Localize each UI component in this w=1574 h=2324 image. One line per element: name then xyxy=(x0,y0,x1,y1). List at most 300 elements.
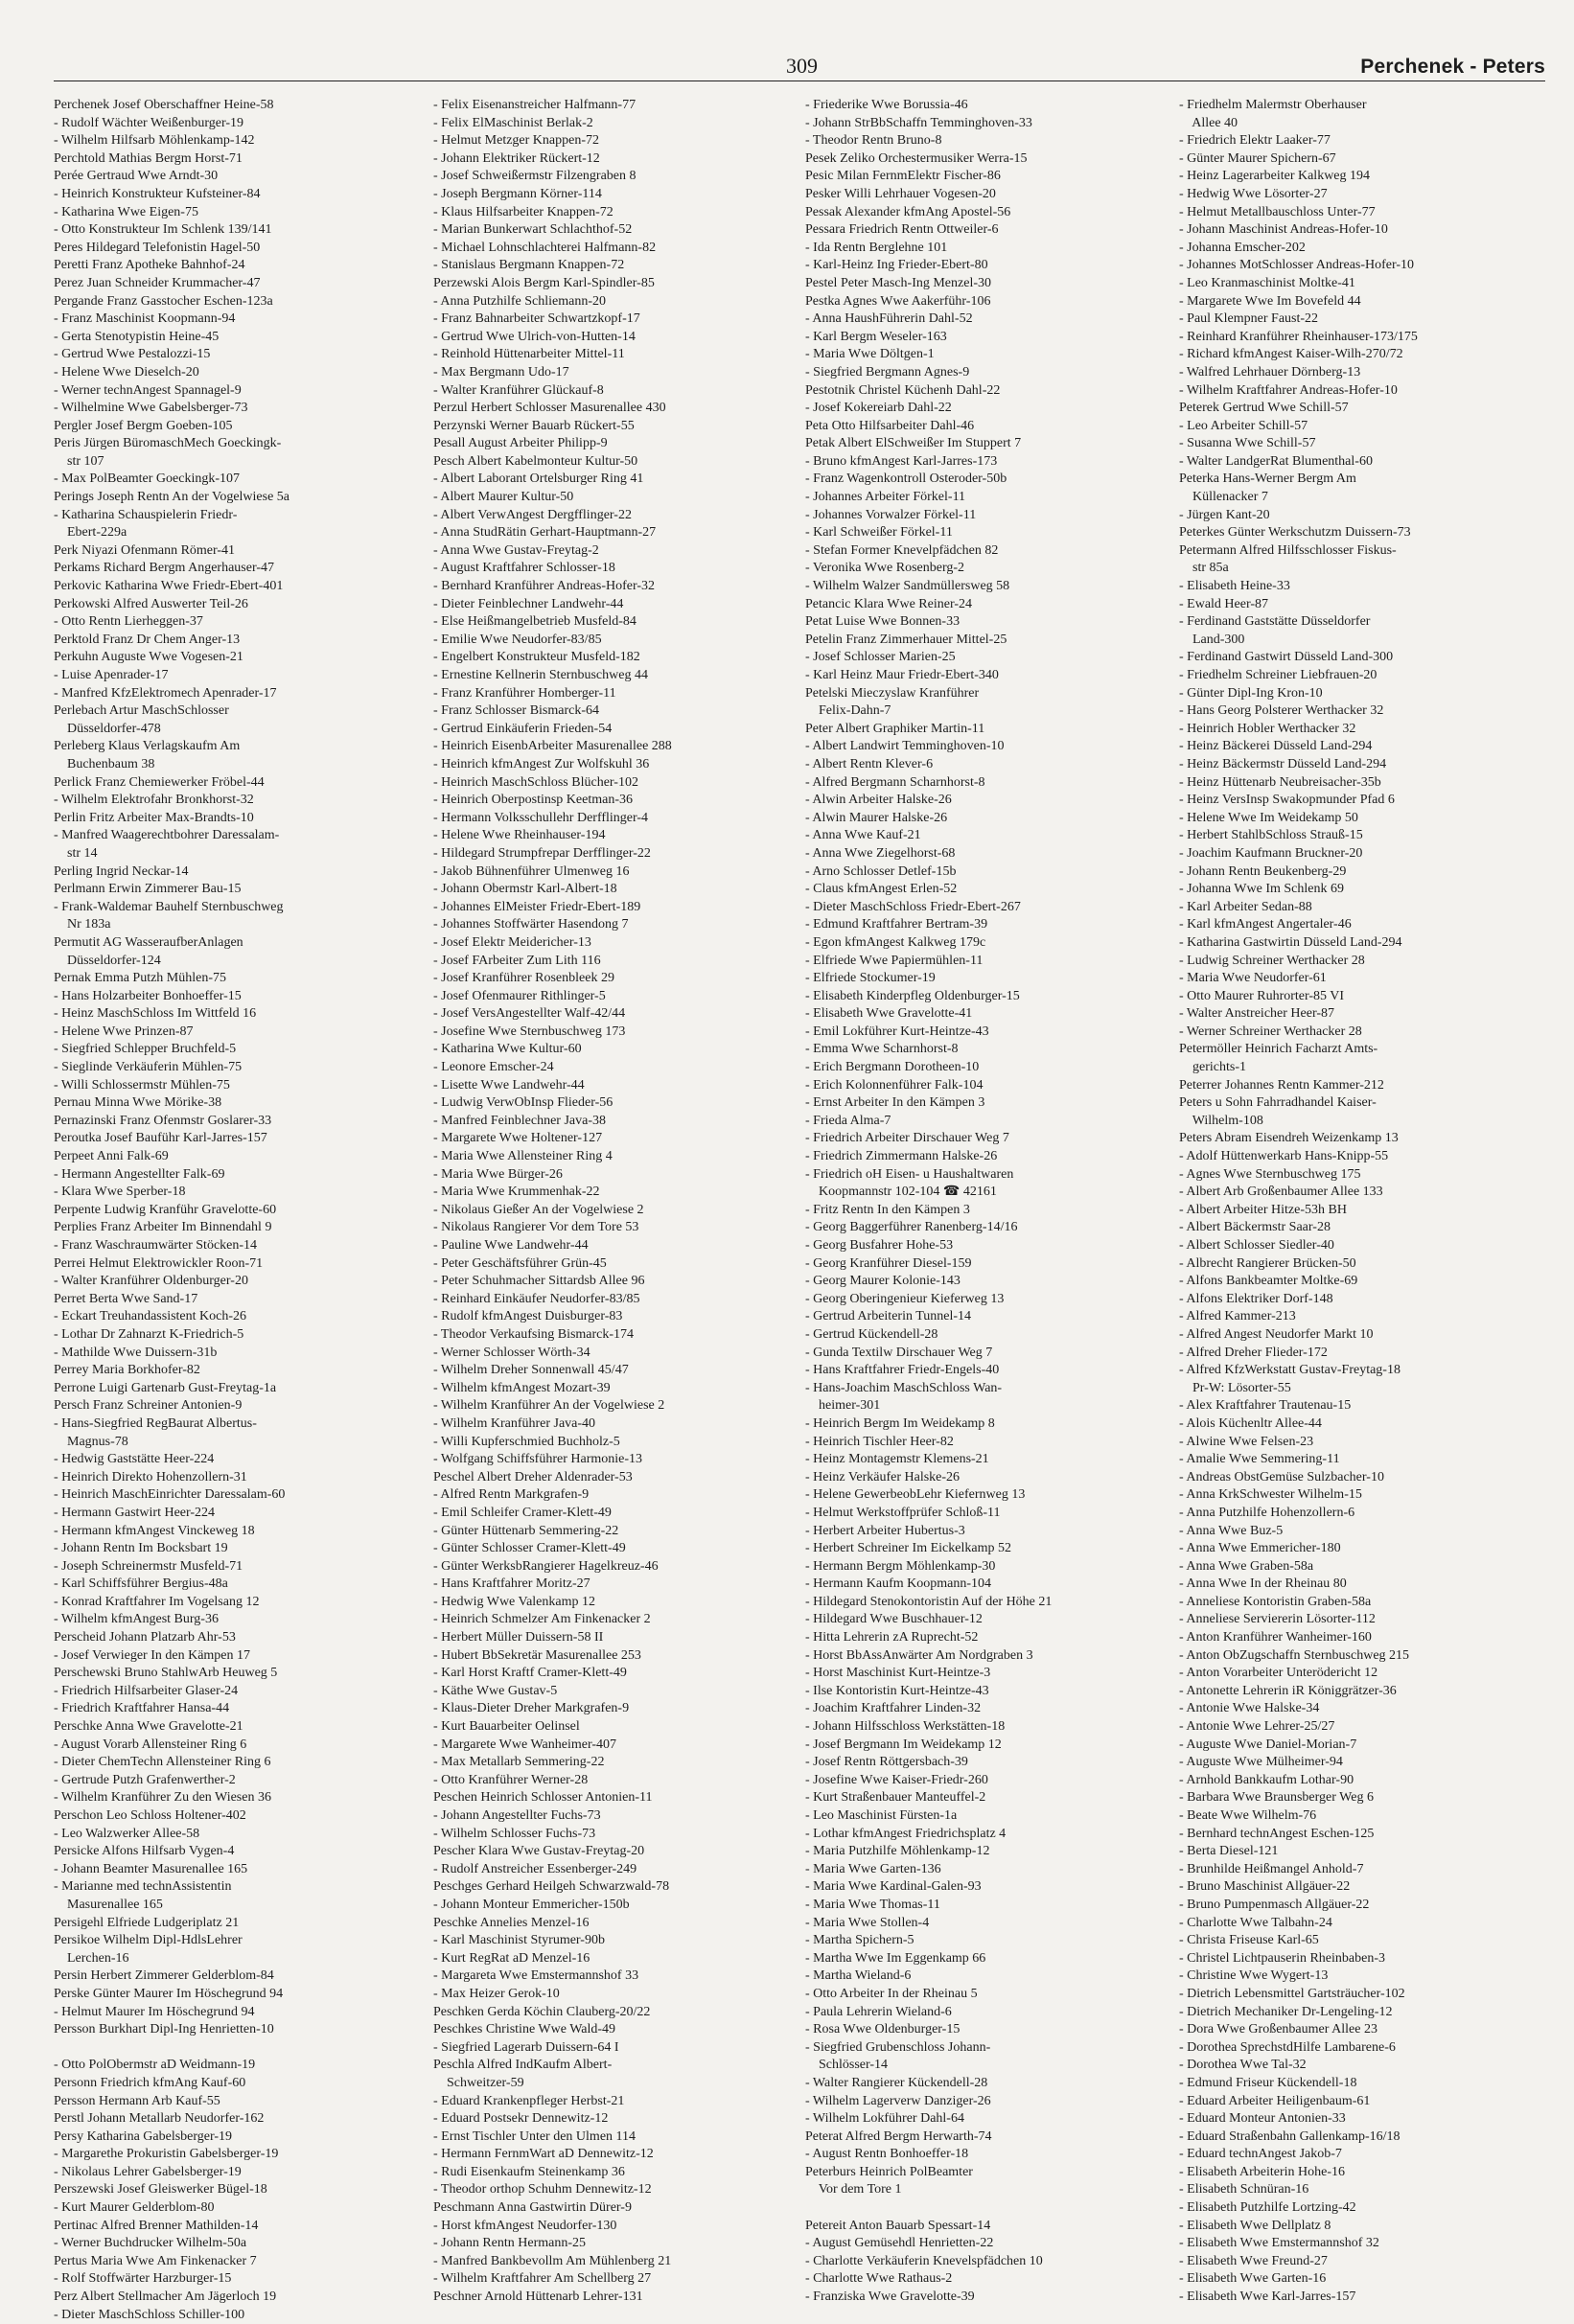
directory-entry-line: - Horst BbAssAnwärter Am Nordgraben 3 xyxy=(805,1647,1033,1663)
directory-entry-line: - Emma Wwe Scharnhorst-8 xyxy=(805,1042,959,1057)
directory-entry-line: - Alwin Arbeiter Halske-26 xyxy=(805,793,952,808)
directory-entry-line: - Anna Wwe Buz-5 xyxy=(1179,1523,1284,1538)
directory-entry-line: - Helene Wwe Dieselch-20 xyxy=(54,364,199,380)
directory-entry-line: - Wilhelm Lokführer Dahl-64 xyxy=(805,2111,964,2127)
directory-entry-line: Petermann Alfred Hilfsschlosser Fiskus- xyxy=(1179,542,1397,558)
directory-entry-line: - Günter Dipl-Ing Kron-10 xyxy=(1179,685,1323,701)
directory-entry-line: Perpeet Anni Falk-69 xyxy=(54,1149,169,1164)
directory-entry-line: - Klara Wwe Sperber-18 xyxy=(54,1185,186,1200)
directory-entry-line: - Ernst Arbeiter In den Kämpen 3 xyxy=(805,1095,985,1111)
directory-entry-line: - Hermann Kaufm Koopmann-104 xyxy=(805,1576,992,1592)
directory-entry-line: Persson Hermann Arb Kauf-55 xyxy=(54,2093,220,2108)
directory-entry-line: Perz Albert Stellmacher Am Jägerloch 19 xyxy=(54,2289,277,2305)
directory-entry-line: - Josef Schlosser Marien-25 xyxy=(805,650,956,665)
directory-entry-line: - Manfred Waagerechtbohrer Daressalam- xyxy=(54,828,280,843)
directory-entry-line: - Wilhelm Kranführer An der Vogelwiese 2 xyxy=(433,1398,665,1414)
directory-entry-line: - Alfred Dreher Flieder-172 xyxy=(1179,1345,1328,1360)
directory-entry-line: - Eduard Monteur Antonien-33 xyxy=(1179,2111,1346,2127)
directory-entry-line: - Josef Verwieger In den Kämpen 17 xyxy=(54,1647,251,1663)
directory-entry-line: - Veronika Wwe Rosenberg-2 xyxy=(805,561,965,576)
directory-entry-line: - Helmut Metallbauschloss Unter-77 xyxy=(1179,204,1376,219)
directory-entry-line: - Felix Eisenanstreicher Halfmann-77 xyxy=(433,98,637,112)
directory-entry-line: Perszewski Josef Gleiswerker Bügel-18 xyxy=(54,2182,267,2197)
directory-entry-line: Perstl Johann Metallarb Neudorfer-162 xyxy=(54,2111,265,2127)
directory-entry-line: Perez Juan Schneider Krummacher-47 xyxy=(54,275,261,290)
directory-entry-line: - Manfred KfzElektromech Apenrader-17 xyxy=(54,685,277,701)
directory-entry-line: - Lothar kfmAngest Friedrichsplatz 4 xyxy=(805,1826,1007,1841)
directory-entry-line: - Ernestine Kellnerin Sternbuschweg 44 xyxy=(433,668,648,682)
directory-entry-line: - Josef Schweißermstr Filzengraben 8 xyxy=(433,169,637,184)
directory-entry-line: - Gunda Textilw Dirschauer Weg 7 xyxy=(805,1345,993,1360)
directory-entry-line: - Margarete Wwe Holtener-127 xyxy=(433,1131,603,1146)
directory-entry-line: - Hermann Volksschullehr Derfflinger-4 xyxy=(433,810,649,825)
directory-entry-line: - Hildegard Wwe Buschhauer-12 xyxy=(805,1612,983,1627)
directory-entry-line: Ebert-229a xyxy=(54,525,127,541)
directory-entry-line: - Karl Schweißer Förkel-11 xyxy=(805,525,953,541)
directory-entry-line: - Alwin Maurer Halske-26 xyxy=(805,810,948,825)
directory-entry-line: Peterkes Günter Werkschutzm Duissern-73 xyxy=(1179,525,1411,541)
directory-entry-line: - Gertrud Wwe Ulrich-von-Hutten-14 xyxy=(433,329,636,344)
directory-entry-line: - Josefine Wwe Sternbuschweg 173 xyxy=(433,1024,626,1039)
directory-entry-line: - Dora Wwe Großenbaumer Allee 23 xyxy=(1179,2022,1377,2037)
directory-entry-line: - Max Heizer Gerok-10 xyxy=(433,1986,560,2001)
directory-entry-line: - Wilhelm Kranführer Zu den Wiesen 36 xyxy=(54,1790,271,1806)
directory-entry-line: - Josef Elektr Meidericher-13 xyxy=(433,934,591,950)
directory-entry-line: - Friedhelm Malermstr Oberhauser xyxy=(1179,98,1367,112)
directory-entry-line: - Dieter MaschSchloss Friedr-Ebert-267 xyxy=(805,899,1021,914)
directory-entry-line: - Karl Schiffsführer Bergius-48a xyxy=(54,1576,228,1592)
directory-entry-line: - Luise Apenrader-17 xyxy=(54,668,169,682)
directory-entry-line: - Dieter Feinblechner Landwehr-44 xyxy=(433,596,624,611)
directory-entry-line: Pernau Minna Wwe Mörike-38 xyxy=(54,1095,222,1111)
directory-entry-line: - Willi Schlossermstr Mühlen-75 xyxy=(54,1077,230,1093)
directory-entry-line: - Hermann Angestellter Falk-69 xyxy=(54,1166,225,1182)
directory-entry-line: - Christine Wwe Wygert-13 xyxy=(1179,1968,1329,1984)
directory-entry-line: Peter Albert Graphiker Martin-11 xyxy=(805,721,985,736)
directory-entry-line: - Agnes Wwe Sternbuschweg 175 xyxy=(1179,1166,1361,1182)
directory-entry-line: - Siegfried Lagerarb Duissern-64 I xyxy=(433,2039,619,2055)
directory-entry-line: - Emilie Wwe Neudorfer-83/85 xyxy=(433,632,602,647)
directory-entry-line: Perzynski Werner Bauarb Rückert-55 xyxy=(433,418,635,433)
directory-entry-line: - Jakob Bühnenführer Ulmenweg 16 xyxy=(433,863,630,879)
directory-entry-line: - Fritz Rentn In den Kämpen 3 xyxy=(805,1202,970,1217)
directory-entry-line: - Christel Lichtpauserin Rheinbaben-3 xyxy=(1179,1950,1385,1966)
directory-entry-line: - Leo Walzwerker Allee-58 xyxy=(54,1826,200,1841)
directory-entry-line: Nr 183a xyxy=(54,917,111,932)
directory-entry-line: - Johann StrBbSchaffn Temminghoven-33 xyxy=(805,115,1032,130)
directory-entry-line: - Ewald Heer-87 xyxy=(1179,596,1269,611)
directory-entry-line: - Katharina Wwe Eigen-75 xyxy=(54,204,198,219)
directory-entry-line: - Wilhelm Lagerverw Danziger-26 xyxy=(805,2093,991,2108)
page-number: 309 xyxy=(786,54,818,78)
directory-entry-line: - Josef Rentn Röttgersbach-39 xyxy=(805,1755,968,1770)
directory-entry-line: - Johann Beamter Masurenallee 165 xyxy=(54,1861,248,1876)
directory-entry-line: - Anna Putzhilfe Hohenzollern-6 xyxy=(1179,1505,1355,1520)
directory-entry-line: Persin Herbert Zimmerer Gelderblom-84 xyxy=(54,1968,274,1984)
directory-entry-line: - Rolf Stoffwärter Harzburger-15 xyxy=(54,2271,232,2287)
directory-entry-line: - Else Heißmangelbetrieb Musfeld-84 xyxy=(433,614,637,630)
directory-entry-line: - Siegfried Schlepper Bruchfeld-5 xyxy=(54,1042,237,1057)
directory-entry-line: - Heinrich Hobler Werthacker 32 xyxy=(1179,721,1356,736)
directory-entry-line: - Martha Wwe Im Eggenkamp 66 xyxy=(805,1950,986,1966)
directory-entry-line: - Hitta Lehrerin zA Ruprecht-52 xyxy=(805,1630,979,1645)
directory-entry-line: - Hedwig Wwe Lösorter-27 xyxy=(1179,186,1328,201)
directory-entry-line: Pescher Klara Wwe Gustav-Freytag-20 xyxy=(433,1844,645,1859)
directory-entry-line xyxy=(805,2199,1179,2218)
directory-entry-line: - Josef Ofenmaurer Rithlinger-5 xyxy=(433,988,606,1003)
directory-entry-line: Peschner Arnold Hüttenarb Lehrer-131 xyxy=(433,2289,643,2305)
directory-entry-line: - Konrad Kraftfahrer Im Vogelsang 12 xyxy=(54,1594,260,1609)
directory-entry-line: - Emil Schleifer Cramer-Klett-49 xyxy=(433,1505,612,1520)
directory-entry-line: - Siegfried Bergmann Agnes-9 xyxy=(805,364,970,380)
directory-entry-line: - Margareta Wwe Emstermannshof 33 xyxy=(433,1968,639,1984)
directory-entry-line: - Maria Wwe Neudorfer-61 xyxy=(1179,971,1327,986)
directory-entry-line: - Franz Waschraumwärter Stöcken-14 xyxy=(54,1238,258,1253)
directory-entry-line: - Claus kfmAngest Erlen-52 xyxy=(805,882,958,897)
directory-entry-line: Pessara Friedrich Rentn Ottweiler-6 xyxy=(805,222,999,238)
directory-entry-line: - Maria Wwe Bürger-26 xyxy=(433,1166,563,1182)
directory-entry-line: - Werner technAngest Spannagel-9 xyxy=(54,382,242,398)
directory-entry-line: - Friedrich oH Eisen- u Haushaltwaren xyxy=(805,1166,1014,1182)
directory-entry-line: - Walter LandgerRat Blumenthal-60 xyxy=(1179,453,1373,469)
directory-entry-line: - Ida Rentn Berglehne 101 xyxy=(805,240,948,255)
directory-entry-line: - Frank-Waldemar Bauhelf Sternbuschweg xyxy=(54,899,284,914)
directory-entry-line: - Elisabeth Wwe Garten-16 xyxy=(1179,2271,1327,2287)
directory-entry-line: - Eduard Straßenbahn Gallenkamp-16/18 xyxy=(1179,2128,1400,2144)
directory-entry-line: Perplies Franz Arbeiter Im Binnendahl 9 xyxy=(54,1220,272,1235)
directory-entry-line: Peters u Sohn Fahrradhandel Kaiser- xyxy=(1179,1095,1377,1111)
directory-entry-line: - Georg Oberingenieur Kieferweg 13 xyxy=(805,1291,1005,1306)
directory-entry-line: - Peter Geschäftsführer Grün-45 xyxy=(433,1255,607,1271)
directory-entry-line: - Kurt Straßenbauer Manteuffel-2 xyxy=(805,1790,986,1806)
directory-entry-line: Perkams Richard Bergm Angerhauser-47 xyxy=(54,561,275,576)
directory-entry-line: - Maria Wwe Garten-136 xyxy=(805,1861,941,1876)
directory-entry-line: Peschke Annelies Menzel-16 xyxy=(433,1915,590,1930)
directory-entry-line: - Alfred Kammer-213 xyxy=(1179,1309,1296,1324)
directory-entry-line: Schweitzer-59 xyxy=(433,2075,524,2090)
directory-entry-line: - Martha Wieland-6 xyxy=(805,1968,912,1984)
directory-entry-line: - Anton ObZugschaffn Sternbuschweg 215 xyxy=(1179,1647,1410,1663)
directory-entry-line: - Georg Baggerführer Ranenberg-14/16 xyxy=(805,1220,1018,1235)
directory-entry-line: - Friedrich Kraftfahrer Hansa-44 xyxy=(54,1701,230,1716)
directory-entry-line: - Walter Rangierer Kückendell-28 xyxy=(805,2075,988,2090)
directory-entry-line: - Herbert Arbeiter Hubertus-3 xyxy=(805,1523,965,1538)
directory-entry-line: - Dorothea SprechstdHilfe Lambarene-6 xyxy=(1179,2039,1396,2055)
directory-entry-line: Peterat Alfred Bergm Herwarth-74 xyxy=(805,2128,992,2144)
directory-entry-line: - Alfred KfzWerkstatt Gustav-Freytag-18 xyxy=(1179,1363,1400,1378)
directory-entry-line: - Gertrud Einkäuferin Frieden-54 xyxy=(433,721,613,736)
directory-entry-line: - Johann Elektriker Rückert-12 xyxy=(433,150,600,166)
directory-entry-line: - Helmut Werkstoffprüfer Schloß-11 xyxy=(805,1505,1001,1520)
directory-entry-line: Petereit Anton Bauarb Spessart-14 xyxy=(805,2218,991,2233)
directory-entry-line: - Dieter ChemTechn Allensteiner Ring 6 xyxy=(54,1755,271,1770)
directory-entry-line: - Elfriede Stockumer-19 xyxy=(805,971,936,986)
directory-entry-line: - Anna Wwe Graben-58a xyxy=(1179,1558,1314,1574)
directory-entry-line: - Maria Wwe Thomas-11 xyxy=(805,1897,940,1912)
directory-entry-line: - Werner Schreiner Werthacker 28 xyxy=(1179,1024,1362,1039)
directory-entry-line: - Wilhelm Hilfsarb Möhlenkamp-142 xyxy=(54,133,255,149)
directory-entry-line: - Heinrich Oberpostinsp Keetman-36 xyxy=(433,793,633,808)
directory-entry-line: - Anna Wwe Emmericher-180 xyxy=(1179,1541,1341,1556)
directory-entry-line: Pesker Willi Lehrhauer Vogesen-20 xyxy=(805,186,996,201)
directory-entry-line: Pertus Maria Wwe Am Finkenacker 7 xyxy=(54,2253,257,2268)
directory-entry-line: Perschewski Bruno StahlwArb Heuweg 5 xyxy=(54,1666,278,1681)
directory-entry-line: - Friedhelm Schreiner Liebfrauen-20 xyxy=(1179,668,1377,682)
directory-entry-line: - Siegfried Grubenschloss Johann- xyxy=(805,2039,991,2055)
directory-column-1 xyxy=(54,97,431,2324)
directory-entry-line: Perrey Maria Borkhofer-82 xyxy=(54,1363,200,1378)
directory-entry-line: - Martha Spichern-5 xyxy=(805,1933,914,1948)
directory-entry-line: - Anna Putzhilfe Schliemann-20 xyxy=(433,293,607,309)
directory-entry-line: Perschke Anna Wwe Gravelotte-21 xyxy=(54,1719,243,1735)
directory-entry-line: - Marianne med technAssistentin xyxy=(54,1879,232,1895)
directory-entry-line: heimer-301 xyxy=(805,1398,881,1414)
directory-entry-line: - Elisabeth Schnüran-16 xyxy=(1179,2182,1309,2197)
directory-entry-line: - Arnhold Bankkaufm Lothar-90 xyxy=(1179,1772,1354,1787)
directory-entry-line: - Albert Laborant Ortelsburger Ring 41 xyxy=(433,472,644,487)
directory-entry-line: Perchtold Mathias Bergm Horst-71 xyxy=(54,150,243,166)
directory-entry-line: Peschkes Christine Wwe Wald-49 xyxy=(433,2022,616,2037)
directory-entry-line: - Wilhelm Walzer Sandmüllersweg 58 xyxy=(805,579,1010,594)
directory-entry-line: Peterka Hans-Werner Bergm Am xyxy=(1179,472,1356,487)
directory-entry-line: - Walter Kranführer Glückauf-8 xyxy=(433,382,604,398)
directory-entry-line: Perling Ingrid Neckar-14 xyxy=(54,863,189,879)
directory-entry-line: - Anna HaushFührerin Dahl-52 xyxy=(805,311,973,327)
directory-entry-line: str 85a xyxy=(1179,561,1229,576)
directory-entry-line: Pesall August Arbeiter Philipp-9 xyxy=(433,436,608,451)
directory-entry-line: - Amalie Wwe Semmering-11 xyxy=(1179,1452,1340,1467)
directory-entry-line: - Margarete Wwe Im Bovefeld 44 xyxy=(1179,293,1361,309)
directory-entry-line: Persigehl Elfriede Ludgeriplatz 21 xyxy=(54,1915,240,1930)
directory-entry-line: Petelin Franz Zimmerhauer Mittel-25 xyxy=(805,632,1007,647)
directory-entry-line: - Werner Buchdrucker Wilhelm-50a xyxy=(54,2236,247,2251)
directory-entry-line: - Ferdinand Gastwirt Düsseld Land-300 xyxy=(1179,650,1394,665)
directory-entry-line: - Alfred Rentn Markgrafen-9 xyxy=(433,1487,590,1503)
directory-entry-line: - Günter WerksbRangierer Hagelkreuz-46 xyxy=(433,1558,659,1574)
directory-entry-line: - Arno Schlosser Detlef-15b xyxy=(805,863,957,879)
directory-entry-line: - Helene Wwe Prinzen-87 xyxy=(54,1024,194,1039)
directory-entry-line: Koopmannstr 102-104 ☎ 42161 xyxy=(805,1185,997,1200)
directory-entry-line: - Wilhelm Dreher Sonnenwall 45/47 xyxy=(433,1363,629,1378)
directory-entry-line: - Elisabeth Kinderpfleg Oldenburger-15 xyxy=(805,988,1020,1003)
directory-entry-line: - Ernst Tischler Unter den Ulmen 114 xyxy=(433,2128,637,2144)
directory-entry-line: - Günter Maurer Spichern-67 xyxy=(1179,150,1336,166)
directory-entry-line: - Anneliese Kontoristin Graben-58a xyxy=(1179,1594,1372,1609)
directory-entry-line: - Maria Wwe Allensteiner Ring 4 xyxy=(433,1149,613,1164)
directory-entry-line: - Leo Kranmaschinist Moltke-41 xyxy=(1179,275,1355,290)
directory-entry-line: - Heinz MaschSchloss Im Wittfeld 16 xyxy=(54,1006,257,1022)
directory-entry-line: - Franziska Wwe Gravelotte-39 xyxy=(805,2289,975,2305)
directory-entry-line: Persson Burkhart Dipl-Ing Henrietten-10 xyxy=(54,2022,274,2037)
directory-entry-line: - Anton Vorarbeiter Unterödericht 12 xyxy=(1179,1666,1378,1681)
directory-entry-line: - Anna StudRätin Gerhart-Hauptmann-27 xyxy=(433,525,657,541)
directory-entry-line: - Albert Schlosser Siedler-40 xyxy=(1179,1238,1334,1253)
directory-entry-line: - Helmut Maurer Im Höschegrund 94 xyxy=(54,2004,255,2019)
directory-entry-line: - Dietrich Mechaniker Dr-Lengeling-12 xyxy=(1179,2004,1393,2019)
directory-entry-line: - Johanna Emscher-202 xyxy=(1179,240,1306,255)
directory-entry-line: - Johann Maschinist Andreas-Hofer-10 xyxy=(1179,222,1388,238)
directory-entry-line: - Heinrich EisenbArbeiter Masurenallee 288 xyxy=(433,739,672,754)
directory-entry-line: Perlebach Artur MaschSchlosser xyxy=(54,703,229,719)
directory-entry-line: Petak Albert ElSchweißer Im Stuppert 7 xyxy=(805,436,1022,451)
directory-entry-line: Petat Luise Wwe Bonnen-33 xyxy=(805,614,961,630)
directory-entry-line: - Gerta Stenotypistin Heine-45 xyxy=(54,329,220,344)
directory-entry-line: Magnus-78 xyxy=(54,1434,128,1449)
directory-entry-line: - Charlotte Wwe Talbahn-24 xyxy=(1179,1915,1332,1930)
directory-entry-line: - August Vorarb Allensteiner Ring 6 xyxy=(54,1737,247,1752)
directory-entry-line: - Adolf Hüttenwerkarb Hans-Knipp-55 xyxy=(1179,1149,1389,1164)
directory-entry-line: Pertinac Alfred Brenner Mathilden-14 xyxy=(54,2218,259,2233)
directory-entry-line: - Johann Rentn Hermann-25 xyxy=(433,2236,587,2251)
directory-entry-line: - Heinz Bäckerei Düsseld Land-294 xyxy=(1179,739,1373,754)
directory-entry-line: Düsseldorfer-478 xyxy=(54,721,161,736)
directory-entry-line: Pesch Albert Kabelmonteur Kultur-50 xyxy=(433,453,638,469)
directory-entry-line: - Wilhelm Kraftfahrer Andreas-Hofer-10 xyxy=(1179,382,1398,398)
directory-entry-line: - Hans Kraftfahrer Moritz-27 xyxy=(433,1576,590,1592)
directory-entry-line: - Johannes ElMeister Friedr-Ebert-189 xyxy=(433,899,641,914)
directory-entry-line: Persy Katharina Gabelsberger-19 xyxy=(54,2128,233,2144)
directory-entry-line: Pestka Agnes Wwe Aakerführ-106 xyxy=(805,293,991,309)
directory-entry-line: Petancic Klara Wwe Reiner-24 xyxy=(805,596,972,611)
directory-entry-line: - Eckart Treuhandassistent Koch-26 xyxy=(54,1309,247,1324)
directory-entry-line: - Rosa Wwe Oldenburger-15 xyxy=(805,2022,961,2037)
directory-entry-line: - Theodor Verkaufsing Bismarck-174 xyxy=(433,1326,635,1342)
directory-entry-line: Peters Abram Eisendreh Weizenkamp 13 xyxy=(1179,1131,1399,1146)
directory-entry-line: - Ludwig Schreiner Werthacker 28 xyxy=(1179,953,1365,968)
directory-entry-line: - Rudi Eisenkaufm Steinenkamp 36 xyxy=(433,2164,625,2179)
directory-entry-line: - Katharina Gastwirtin Düsseld Land-294 xyxy=(1179,934,1402,950)
directory-entry-line: Vor dem Tore 1 xyxy=(805,2182,902,2197)
directory-entry-line: - Helene Wwe Im Weidekamp 50 xyxy=(1179,810,1358,825)
directory-entry-line: - Walter Kranführer Oldenburger-20 xyxy=(54,1274,248,1289)
directory-entry-line: - Albert Arb Großenbaumer Allee 133 xyxy=(1179,1185,1383,1200)
directory-entry-line: - Heinrich Schmelzer Am Finkenacker 2 xyxy=(433,1612,651,1627)
directory-entry-line: - Josef VersAngestellter Walf-42/44 xyxy=(433,1006,626,1022)
directory-entry-line: - Anna Wwe Ziegelhorst-68 xyxy=(805,845,956,861)
directory-entry-line: - August Gemüsehdl Henrietten-22 xyxy=(805,2236,994,2251)
directory-entry-line: - Bruno kfmAngest Karl-Jarres-173 xyxy=(805,453,998,469)
directory-entry-line: - Helene GewerbeobLehr Kiefernweg 13 xyxy=(805,1487,1026,1503)
directory-entry-line: - Heinrich Tischler Heer-82 xyxy=(805,1434,954,1449)
directory-entry-line: - Helmut Metzger Knappen-72 xyxy=(433,133,599,149)
directory-entry-line: - Dieter MaschSchloss Schiller-100 xyxy=(54,2307,245,2322)
directory-entry-line: - Richard kfmAngest Kaiser-Wilh-270/72 xyxy=(1179,347,1403,362)
directory-entry-line: - Theodor orthop Schuhm Dennewitz-12 xyxy=(433,2182,652,2197)
directory-entry-line: - Josef FArbeiter Zum Lith 116 xyxy=(433,953,601,968)
directory-entry-line: - Werner Schlosser Wörth-34 xyxy=(433,1345,590,1360)
directory-entry-line: Masurenallee 165 xyxy=(54,1897,163,1912)
directory-entry-line: - Stanislaus Bergmann Knappen-72 xyxy=(433,258,625,273)
directory-entry-line: Peterburs Heinrich PolBeamter xyxy=(805,2164,973,2179)
directory-entry-line: - Albert Bäckermstr Saar-28 xyxy=(1179,1220,1331,1235)
directory-entry-line: - Walfred Lehrhauer Dörnberg-13 xyxy=(1179,364,1361,380)
directory-entry-line: Peschel Albert Dreher Aldenrader-53 xyxy=(433,1469,633,1484)
directory-entry-line: - Albert Arbeiter Hitze-53h BH xyxy=(1179,1202,1347,1217)
directory-entry-line: - Gertrud Wwe Pestalozzi-15 xyxy=(54,347,211,362)
directory-entry-line: Wilhelm-108 xyxy=(1179,1113,1263,1128)
directory-entry-line: - August Rentn Bonhoeffer-18 xyxy=(805,2147,969,2162)
directory-entry-line: - Hildegard Stenokontoristin Auf der Höhe 21 xyxy=(805,1594,1053,1609)
directory-entry-line: - Wilhelm Kraftfahrer Am Schellberg 27 xyxy=(433,2271,652,2287)
directory-entry-line: - Friedrich Arbeiter Dirschauer Weg 7 xyxy=(805,1131,1009,1146)
directory-entry-line: - Reinhold Hüttenarbeiter Mittel-11 xyxy=(433,347,625,362)
directory-entry-line: - Wilhelm Schlosser Fuchs-73 xyxy=(433,1826,596,1841)
directory-entry-line: - Franz Schlosser Bismarck-64 xyxy=(433,703,600,719)
directory-entry-line: - Albert Maurer Kultur-50 xyxy=(433,490,574,505)
directory-entry-line: - Ludwig VerwObInsp Flieder-56 xyxy=(433,1095,613,1111)
directory-entry-line: - Anton Kranführer Wanheimer-160 xyxy=(1179,1630,1372,1645)
directory-entry-line: - Heinrich Bergm Im Weidekamp 8 xyxy=(805,1415,995,1431)
directory-entry-line: - Heinz Montagemstr Klemens-21 xyxy=(805,1452,989,1467)
directory-entry-line: - Anna Wwe In der Rheinau 80 xyxy=(1179,1576,1347,1592)
directory-entry-line: - Johann Monteur Emmericher-150b xyxy=(433,1897,630,1912)
directory-entry-line: str 107 xyxy=(54,453,104,469)
directory-entry-line: Peretti Franz Apotheke Bahnhof-24 xyxy=(54,258,245,273)
directory-entry-line: Lerchen-16 xyxy=(54,1950,129,1966)
directory-entry-line: - Heinz Lagerarbeiter Kalkweg 194 xyxy=(1179,169,1371,184)
directory-entry-line: - Elisabeth Wwe Gravelotte-41 xyxy=(805,1006,973,1022)
directory-entry-line: Perske Günter Maurer Im Höschegrund 94 xyxy=(54,1986,284,2001)
directory-entry-line: - Hedwig Wwe Valenkamp 12 xyxy=(433,1594,595,1609)
directory-entry-line: - Hermann FernmWart aD Dennewitz-12 xyxy=(433,2147,654,2162)
directory-entry-line: - Auguste Wwe Mülheimer-94 xyxy=(1179,1755,1343,1770)
directory-entry-line: - Eduard Arbeiter Heiligenbaum-61 xyxy=(1179,2093,1371,2108)
directory-entry-line: - Elisabeth Putzhilfe Lortzing-42 xyxy=(1179,2200,1356,2216)
directory-entry-line: - Johannes Arbeiter Förkel-11 xyxy=(805,490,966,505)
directory-entry-line: Perkovic Katharina Wwe Friedr-Ebert-401 xyxy=(54,579,284,594)
directory-entry-line: - Otto Rentn Lierheggen-37 xyxy=(54,614,203,630)
directory-entry-line: - Auguste Wwe Daniel-Morian-7 xyxy=(1179,1737,1357,1752)
directory-entry-line: - Horst Maschinist Kurt-Heintze-3 xyxy=(805,1666,991,1681)
directory-entry-line: - Alfred Bergmann Scharnhorst-8 xyxy=(805,774,985,790)
directory-entry-line: - Anna Wwe Gustav-Freytag-2 xyxy=(433,542,599,558)
running-head: Perchenek - Peters xyxy=(1360,56,1545,78)
directory-entry-line: - Johannes MotSchlosser Andreas-Hofer-10 xyxy=(1179,258,1415,273)
directory-entry-line: - Beate Wwe Wilhelm-76 xyxy=(1179,1808,1317,1823)
directory-entry-line: - Johann Rentn Beukenberg-29 xyxy=(1179,863,1347,879)
directory-entry-line: - Georg Busfahrer Hohe-53 xyxy=(805,1238,954,1253)
directory-entry-line: - Emil Lokführer Kurt-Heintze-43 xyxy=(805,1024,989,1039)
directory-entry-line: - Heinrich MaschEinrichter Daressalam-60 xyxy=(54,1487,286,1503)
directory-entry-line: - Albrecht Rangierer Brücken-50 xyxy=(1179,1255,1356,1271)
directory-entry-line: - Karl Arbeiter Sedan-88 xyxy=(1179,899,1312,914)
directory-entry-line: - Rudolf Anstreicher Essenberger-249 xyxy=(433,1861,637,1876)
directory-entry-line: Pesic Milan FernmElektr Fischer-86 xyxy=(805,169,1001,184)
directory-entry-line: - Karl Heinz Maur Friedr-Ebert-340 xyxy=(805,668,999,682)
directory-entry-line: - Wilhelm kfmAngest Burg-36 xyxy=(54,1612,219,1627)
directory-column-2 xyxy=(433,97,803,2307)
directory-entry-line: - Ferdinand Gaststätte Düsseldorfer xyxy=(1179,614,1371,630)
directory-entry-line: - Karl Maschinist Styrumer-90b xyxy=(433,1933,605,1948)
directory-entry-line: - Heinrich kfmAngest Zur Wolfskuhl 36 xyxy=(433,756,650,771)
directory-entry-line xyxy=(54,2039,431,2058)
directory-entry-line: - Johannes Vorwalzer Förkel-11 xyxy=(805,507,977,522)
directory-entry-line: Perleberg Klaus Verlagskaufm Am xyxy=(54,739,241,754)
directory-entry-line: - Johannes Stoffwärter Hasendong 7 xyxy=(433,917,629,932)
directory-entry-line: - Eduard technAngest Jakob-7 xyxy=(1179,2147,1342,2162)
directory-entry-line: Pr-W: Lösorter-55 xyxy=(1179,1380,1291,1395)
directory-entry-line: - Johann Hilfsschloss Werkstätten-18 xyxy=(805,1719,1006,1735)
directory-entry-line: - Marian Bunkerwart Schlachthof-52 xyxy=(433,222,633,238)
directory-entry-line: Buchenbaum 38 xyxy=(54,756,155,771)
directory-entry-line: - Charlotte Wwe Rathaus-2 xyxy=(805,2271,953,2287)
directory-entry-line: - Lisette Wwe Landwehr-44 xyxy=(433,1077,585,1093)
directory-entry-line: - Hans-Siegfried RegBaurat Albertus- xyxy=(54,1415,257,1431)
directory-entry-line: - Wilhelm Kranführer Java-40 xyxy=(433,1415,596,1431)
directory-entry-line: - Maria Putzhilfe Möhlenkamp-12 xyxy=(805,1844,990,1859)
directory-entry-line: - Gertrud Arbeiterin Tunnel-14 xyxy=(805,1309,972,1324)
directory-entry-line: - Manfred Bankbevollm Am Mühlenberg 21 xyxy=(433,2253,672,2268)
